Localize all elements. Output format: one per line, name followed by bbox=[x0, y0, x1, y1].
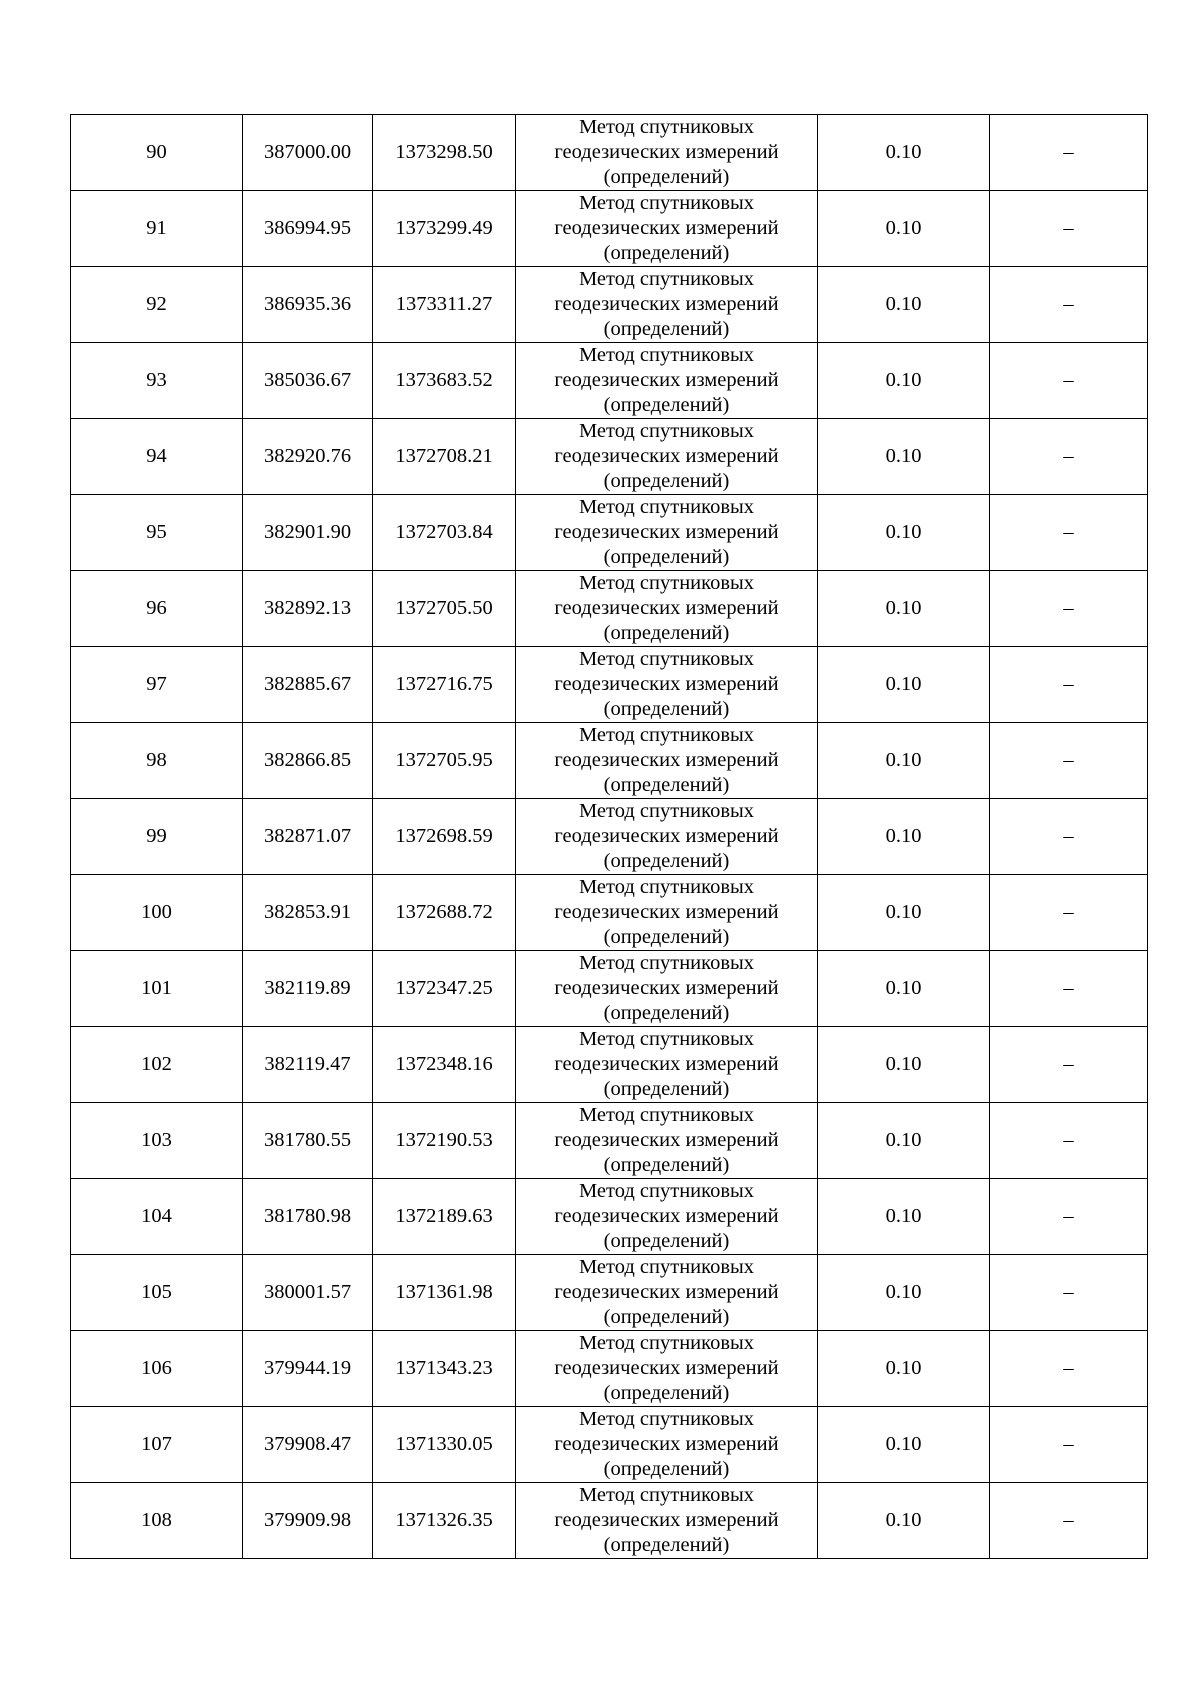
method-cell: Метод спутниковых геодезических измерений (определений) bbox=[516, 951, 818, 1027]
coordinate-y-cell: 1372705.50 bbox=[373, 571, 516, 647]
note-cell: – bbox=[990, 1179, 1148, 1255]
method-cell: Метод спутниковых геодезических измерений (определений) bbox=[516, 1179, 818, 1255]
accuracy-cell: 0.10 bbox=[818, 875, 990, 951]
accuracy-cell: 0.10 bbox=[818, 1483, 990, 1559]
coordinate-y-cell: 1372189.63 bbox=[373, 1179, 516, 1255]
point-number-cell: 98 bbox=[71, 723, 243, 799]
accuracy-cell: 0.10 bbox=[818, 1331, 990, 1407]
note-cell: – bbox=[990, 1103, 1148, 1179]
coordinate-x-cell: 382853.91 bbox=[243, 875, 373, 951]
coordinate-x-cell: 385036.67 bbox=[243, 343, 373, 419]
coordinate-y-cell: 1373298.50 bbox=[373, 115, 516, 191]
point-number-cell: 104 bbox=[71, 1179, 243, 1255]
coordinate-y-cell: 1373299.49 bbox=[373, 191, 516, 267]
table-row bbox=[71, 1027, 1148, 1103]
point-number-cell: 107 bbox=[71, 1407, 243, 1483]
coordinate-x-cell: 380001.57 bbox=[243, 1255, 373, 1331]
table-body bbox=[71, 115, 1148, 1559]
method-cell: Метод спутниковых геодезических измерений (определений) bbox=[516, 1027, 818, 1103]
table-row bbox=[71, 419, 1148, 495]
method-cell: Метод спутниковых геодезических измерений (определений) bbox=[516, 571, 818, 647]
coordinates-table bbox=[70, 114, 1148, 1559]
point-number-cell: 103 bbox=[71, 1103, 243, 1179]
accuracy-cell: 0.10 bbox=[818, 951, 990, 1027]
coordinate-x-cell: 382119.89 bbox=[243, 951, 373, 1027]
table-row bbox=[71, 1331, 1148, 1407]
method-cell: Метод спутниковых геодезических измерений (определений) bbox=[516, 419, 818, 495]
accuracy-cell: 0.10 bbox=[818, 191, 990, 267]
method-cell: Метод спутниковых геодезических измерений (определений) bbox=[516, 647, 818, 723]
point-number-cell: 105 bbox=[71, 1255, 243, 1331]
coordinate-x-cell: 381780.98 bbox=[243, 1179, 373, 1255]
note-cell: – bbox=[990, 1027, 1148, 1103]
method-cell: Метод спутниковых геодезических измерений (определений) bbox=[516, 115, 818, 191]
note-cell: – bbox=[990, 799, 1148, 875]
note-cell: – bbox=[990, 875, 1148, 951]
coordinate-y-cell: 1372347.25 bbox=[373, 951, 516, 1027]
point-number-cell: 94 bbox=[71, 419, 243, 495]
coordinate-x-cell: 387000.00 bbox=[243, 115, 373, 191]
method-cell: Метод спутниковых геодезических измерений (определений) bbox=[516, 799, 818, 875]
coordinate-x-cell: 379944.19 bbox=[243, 1331, 373, 1407]
table-row bbox=[71, 1179, 1148, 1255]
table-row bbox=[71, 191, 1148, 267]
table-row bbox=[71, 799, 1148, 875]
coordinate-y-cell: 1373683.52 bbox=[373, 343, 516, 419]
coordinate-x-cell: 382892.13 bbox=[243, 571, 373, 647]
coordinate-x-cell: 379908.47 bbox=[243, 1407, 373, 1483]
point-number-cell: 93 bbox=[71, 343, 243, 419]
table-row bbox=[71, 495, 1148, 571]
note-cell: – bbox=[990, 1483, 1148, 1559]
method-cell: Метод спутниковых геодезических измерений (определений) bbox=[516, 875, 818, 951]
coordinate-x-cell: 382871.07 bbox=[243, 799, 373, 875]
table-row bbox=[71, 875, 1148, 951]
method-cell: Метод спутниковых геодезических измерений (определений) bbox=[516, 1407, 818, 1483]
method-cell: Метод спутниковых геодезических измерений (определений) bbox=[516, 267, 818, 343]
method-cell: Метод спутниковых геодезических измерений (определений) bbox=[516, 723, 818, 799]
note-cell: – bbox=[990, 343, 1148, 419]
note-cell: – bbox=[990, 419, 1148, 495]
table-row bbox=[71, 1103, 1148, 1179]
accuracy-cell: 0.10 bbox=[818, 1027, 990, 1103]
point-number-cell: 99 bbox=[71, 799, 243, 875]
coordinate-y-cell: 1372698.59 bbox=[373, 799, 516, 875]
accuracy-cell: 0.10 bbox=[818, 419, 990, 495]
note-cell: – bbox=[990, 647, 1148, 723]
coordinate-x-cell: 382119.47 bbox=[243, 1027, 373, 1103]
coordinate-x-cell: 382885.67 bbox=[243, 647, 373, 723]
coordinate-x-cell: 379909.98 bbox=[243, 1483, 373, 1559]
table-row bbox=[71, 723, 1148, 799]
note-cell: – bbox=[990, 495, 1148, 571]
table-row bbox=[71, 1483, 1148, 1559]
coordinate-x-cell: 382920.76 bbox=[243, 419, 373, 495]
note-cell: – bbox=[990, 191, 1148, 267]
coordinate-y-cell: 1373311.27 bbox=[373, 267, 516, 343]
coordinate-y-cell: 1372190.53 bbox=[373, 1103, 516, 1179]
accuracy-cell: 0.10 bbox=[818, 343, 990, 419]
method-cell: Метод спутниковых геодезических измерений (определений) bbox=[516, 343, 818, 419]
accuracy-cell: 0.10 bbox=[818, 1179, 990, 1255]
accuracy-cell: 0.10 bbox=[818, 647, 990, 723]
accuracy-cell: 0.10 bbox=[818, 723, 990, 799]
accuracy-cell: 0.10 bbox=[818, 115, 990, 191]
note-cell: – bbox=[990, 1255, 1148, 1331]
method-cell: Метод спутниковых геодезических измерений (определений) bbox=[516, 191, 818, 267]
note-cell: – bbox=[990, 115, 1148, 191]
point-number-cell: 108 bbox=[71, 1483, 243, 1559]
note-cell: – bbox=[990, 1407, 1148, 1483]
coordinate-x-cell: 386935.36 bbox=[243, 267, 373, 343]
accuracy-cell: 0.10 bbox=[818, 571, 990, 647]
point-number-cell: 92 bbox=[71, 267, 243, 343]
note-cell: – bbox=[990, 1331, 1148, 1407]
coordinate-y-cell: 1371361.98 bbox=[373, 1255, 516, 1331]
note-cell: – bbox=[990, 723, 1148, 799]
coordinate-y-cell: 1371343.23 bbox=[373, 1331, 516, 1407]
coordinate-y-cell: 1372705.95 bbox=[373, 723, 516, 799]
method-cell: Метод спутниковых геодезических измерений (определений) bbox=[516, 1255, 818, 1331]
table-row bbox=[71, 343, 1148, 419]
point-number-cell: 101 bbox=[71, 951, 243, 1027]
table-row bbox=[71, 1407, 1148, 1483]
coordinate-x-cell: 386994.95 bbox=[243, 191, 373, 267]
accuracy-cell: 0.10 bbox=[818, 1407, 990, 1483]
method-cell: Метод спутниковых геодезических измерений (определений) bbox=[516, 1331, 818, 1407]
table-row bbox=[71, 951, 1148, 1027]
coordinate-x-cell: 382866.85 bbox=[243, 723, 373, 799]
point-number-cell: 97 bbox=[71, 647, 243, 723]
point-number-cell: 100 bbox=[71, 875, 243, 951]
method-cell: Метод спутниковых геодезических измерений (определений) bbox=[516, 1483, 818, 1559]
table-row bbox=[71, 115, 1148, 191]
accuracy-cell: 0.10 bbox=[818, 267, 990, 343]
coordinate-y-cell: 1372348.16 bbox=[373, 1027, 516, 1103]
accuracy-cell: 0.10 bbox=[818, 1255, 990, 1331]
accuracy-cell: 0.10 bbox=[818, 799, 990, 875]
coordinate-y-cell: 1372688.72 bbox=[373, 875, 516, 951]
point-number-cell: 95 bbox=[71, 495, 243, 571]
table-row bbox=[71, 647, 1148, 723]
note-cell: – bbox=[990, 571, 1148, 647]
coordinate-y-cell: 1372703.84 bbox=[373, 495, 516, 571]
note-cell: – bbox=[990, 267, 1148, 343]
coordinate-x-cell: 382901.90 bbox=[243, 495, 373, 571]
table-row bbox=[71, 1255, 1148, 1331]
method-cell: Метод спутниковых геодезических измерений (определений) bbox=[516, 1103, 818, 1179]
point-number-cell: 106 bbox=[71, 1331, 243, 1407]
point-number-cell: 102 bbox=[71, 1027, 243, 1103]
coordinate-y-cell: 1372716.75 bbox=[373, 647, 516, 723]
accuracy-cell: 0.10 bbox=[818, 495, 990, 571]
method-cell: Метод спутниковых геодезических измерений (определений) bbox=[516, 495, 818, 571]
point-number-cell: 91 bbox=[71, 191, 243, 267]
coordinate-y-cell: 1371330.05 bbox=[373, 1407, 516, 1483]
coordinate-x-cell: 381780.55 bbox=[243, 1103, 373, 1179]
note-cell: – bbox=[990, 951, 1148, 1027]
point-number-cell: 96 bbox=[71, 571, 243, 647]
point-number-cell: 90 bbox=[71, 115, 243, 191]
accuracy-cell: 0.10 bbox=[818, 1103, 990, 1179]
coordinate-y-cell: 1372708.21 bbox=[373, 419, 516, 495]
coordinate-y-cell: 1371326.35 bbox=[373, 1483, 516, 1559]
table-row bbox=[71, 571, 1148, 647]
table-row bbox=[71, 267, 1148, 343]
